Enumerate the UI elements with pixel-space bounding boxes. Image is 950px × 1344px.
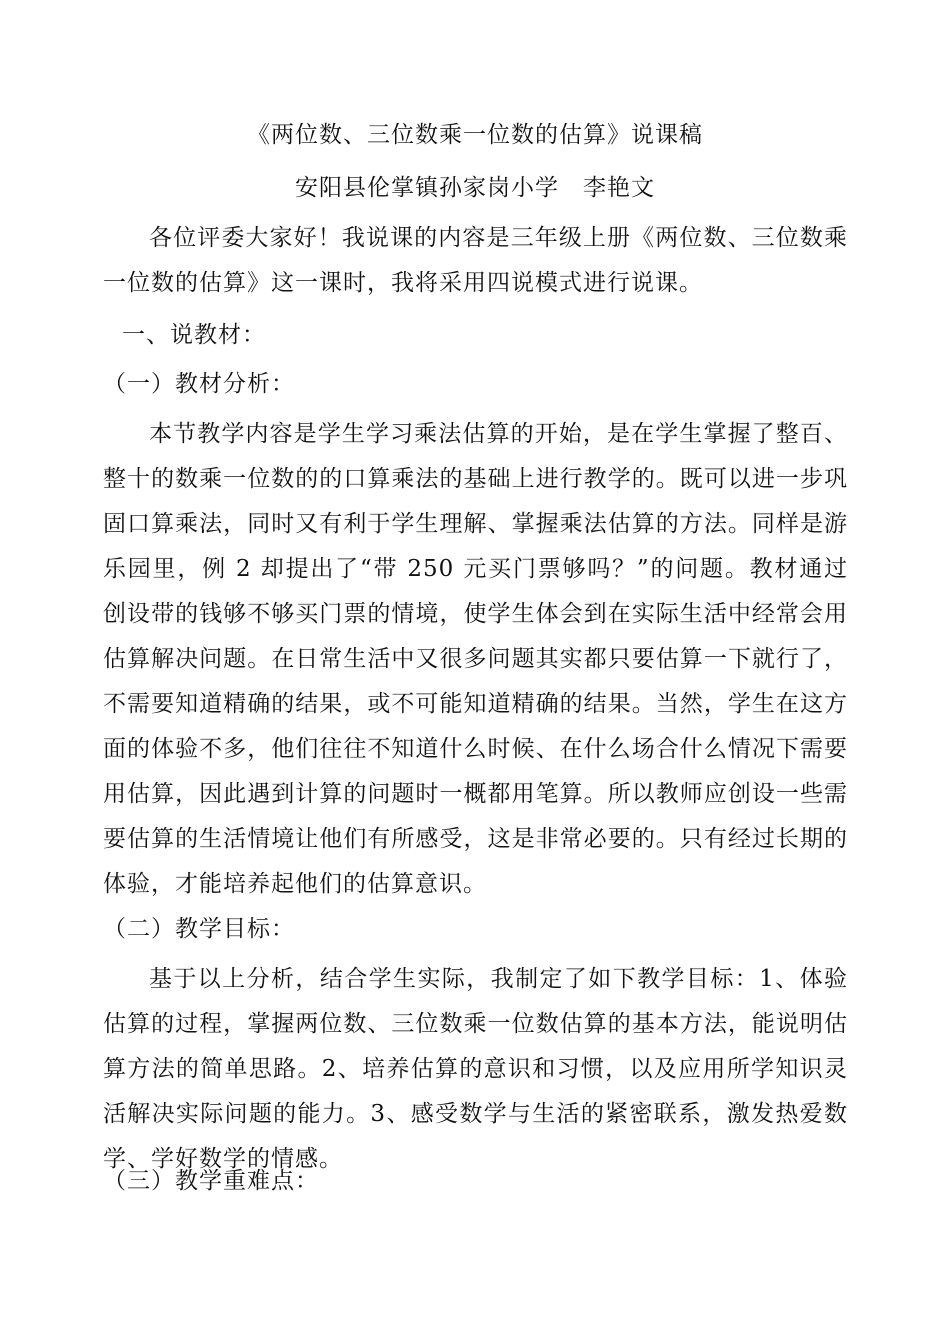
subsection-heading-material-analysis: （一）教材分析： (103, 371, 295, 397)
subsection-heading-key-difficulties: （三）教学重难点： (103, 1168, 319, 1194)
author-line: 安阳县伦掌镇孙家岗小学 李艳文 (295, 175, 655, 201)
document-title: 《两位数、三位数乘一位数的估算》说课稿 (247, 122, 703, 148)
intro-paragraph: 各位评委大家好！我说课的内容是三年级上册《两位数、三位数乘一位数的估算》这一课时，我将采用四说模式进行说课。 (103, 225, 848, 296)
material-analysis-paragraph: 本节教学内容是学生学习乘法估算的开始，是在学生掌握了整百、整十的数乘一位数的的口算乘法的基础上进行教学的。既可以进一步巩固口算乘法，同时又有利于学生理解、掌握乘法估算的方法。同样是游乐园里，例 2 却提出了“带 250 元买门票够吗？”的问题。教材通过创设带的钱够不够买门票的情境，使学生体会到在实际生活中经常会用估算解决问题。在日常生活中又很多问题其实都只要估算一下就行了，不需要知道精确的结果，或不可能知道精确的结果。当然，学生在这方面的体验不多，他们往往不知道什么时候、在什么场合什么情况下需要用估算，因此遇到计算的问题时一概都用笔算。所以教师应创设一些需要估算的生活情境让他们有所感受，这是非常必要的。只有经过长期的体验，才能培养起他们的估算意识。 (103, 421, 848, 897)
subsection-heading-teaching-goals: （二）教学目标： (103, 916, 295, 942)
teaching-goals-paragraph: 基于以上分析，结合学生实际，我制定了如下教学目标：1、体验估算的过程，掌握两位数、三位数乘一位数估算的基本方法，能说明估算方法的简单思路。2、培养估算的意识和习惯，以及应用所学知识灵活解决实际问题的能力。3、感受数学与生活的紧密联系，激发热爱数学、学好数学的情感。 (103, 966, 848, 1172)
section-heading-teaching-material: 一、说教材： (122, 322, 266, 348)
